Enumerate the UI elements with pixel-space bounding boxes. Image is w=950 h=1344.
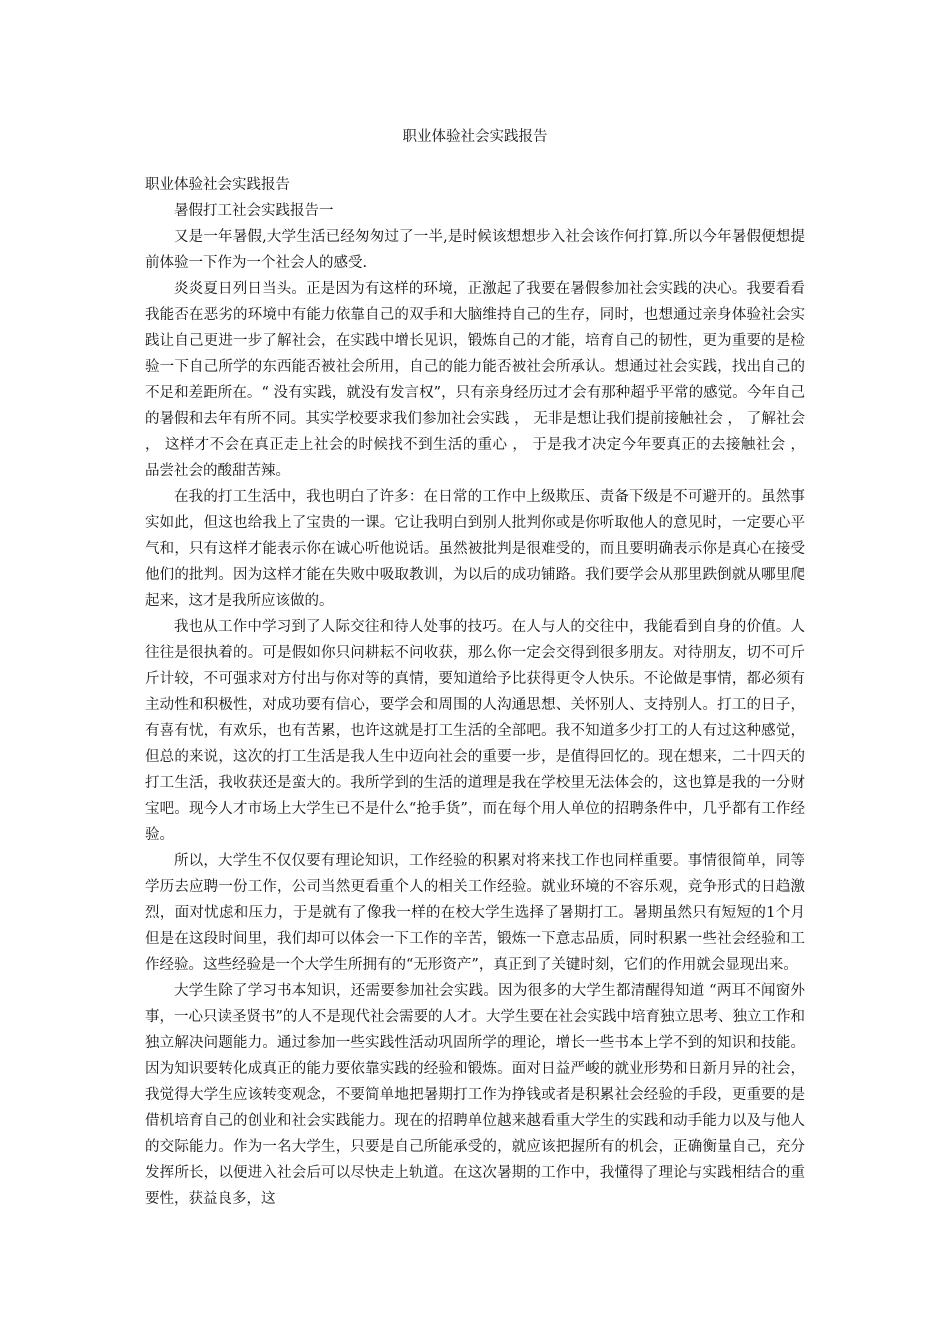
- paragraph: 炎炎夏日列日当头。正是因为有这样的环境，正激起了我要在暑假参加社会实践的决心。我要看看我能否在恶劣的环境中有能力依靠自己的双手和大脑维持自己的生存，同时，也想通过亲身体验社会实践让自己更进一步了解社会，在实践中增长见识，锻炼自己的才能，培育自己的韧性，更为重要的是检验一下自己所学的东西能否被社会所用，自己的能力能否被社会所承认。想通过社会实践，找出自己的不足和差距所在。“ 没有实践，就没有发言权”，只有亲身经历过才会有那种超乎平常的感觉。今年自己的暑假和去年有所不同。其实学校要求我们参加社会实践 ， 无非是想让我们提前接触社会 ， 了解社会 ， 这样才不会在真正走上社会的时候找不到生活的重心 ， 于是我才决定今年要真正的去接触社会 ， 品尝社会的酸甜苦辣。: [145, 281, 805, 479]
- paragraph: 所以，大学生不仅仅要有理论知识，工作经验的积累对将来找工作也同样重要。事情很简单，同等学历去应聘一份工作，公司当然更看重个人的相关工作经验。就业环境的不容乐观，竞争形式的日趋激烈，面对忧虑和压力，于是就有了像我一样的在校大学生选择了暑期打工。暑期虽然只有短短的1个月但是在这段时间里，我们却可以体会一下工作的辛苦，锻炼一下意志品质，同时积累一些社会经验和工作经验。这些经验是一个大学生所拥有的“无形资产”，真正到了关键时刻，它们的作用就会显现出来。: [145, 853, 805, 973]
- section-heading: 职业体验社会实践报告: [145, 177, 290, 193]
- document-title: 职业体验社会实践报告: [402, 129, 548, 145]
- paragraph: 大学生除了学习书本知识，还需要参加社会实践。因为很多的大学生都清醒得知道 “两耳不闻窗外事，一心只读圣贤书”的人不是现代社会需要的人才。大学生要在社会实践中培育独立思考、独立工作和独立解决问题能力。通过参加一些实践性活动巩固所学的理论，增长一些书本上学不到的知识和技能。因为知识要转化成真正的能力要依靠实践的经验和锻炼。面对日益严峻的就业形势和日新月异的社会，我觉得大学生应该转变观念，不要简单地把暑期打工作为挣钱或者是积累社会经验的手段，更重要的是借机培育自己的创业和社会实践能力。现在的招聘单位越来越看重大学生的实践和动手能力以及与他人的交际能力。作为一名大学生，只要是自己所能承受的，就应该把握所有的机会，正确衡量自己，充分发挥所长，以便进入社会后可以尽快走上轨道。在这次暑期的工作中，我懂得了理论与实践相结合的重要性，获益良多，这: [145, 983, 805, 1207]
- document-body: [145, 172, 805, 1212]
- paragraph: 我也从工作中学习到了人际交往和待人处事的技巧。在人与人的交往中，我能看到自身的价值。人往往是很执着的。可是假如你只问耕耘不问收获，那么你一定会交得到很多朋友。对待朋友，切不可斤斤计较，不可强求对方付出与你对等的真情，要知道给予比获得更令人快乐。不论做是事情，都必须有主动性和积极性，对成功要有信心，要学会和周围的人沟通思想、关怀别人、支持别人。打工的日子，有喜有忧，有欢乐，也有苦累，也许这就是打工生活的全部吧。我不知道多少打工的人有过这种感觉，但总的来说，这次的打工生活是我人生中迈向社会的重要一步，是值得回忆的。现在想来，二十四天的打工生活，我收获还是蛮大的。我所学到的生活的道理是我在学校里无法体会的，这也算是我的一分财宝吧。现今人才市场上大学生已不是什么“抢手货”，而在每个用人单位的招聘条件中，几乎都有工作经验。: [145, 619, 805, 843]
- paragraph: 在我的打工生活中，我也明白了许多：在日常的工作中上级欺压、责备下级是不可避开的。虽然事实如此，但这也给我上了宝贵的一课。它让我明白到别人批判你或是你听取他人的意见时，一定要心平气和，只有这样才能表示你在诚心听他说话。虽然被批判是很难受的，而且要明确表示你是真心在接受他们的批判。因为这样才能在失败中吸取教训，为以后的成功铺路。我们要学会从那里跌倒就从哪里爬起来，这才是我所应该做的。: [145, 489, 805, 609]
- paragraph: 又是一年暑假,大学生活已经匆匆过了一半,是时候该想想步入社会该作何打算.所以今年暑假便想提前体验一下作为一个社会人的感受.: [145, 229, 805, 271]
- section-subheading: 暑假打工社会实践报告一: [174, 203, 334, 219]
